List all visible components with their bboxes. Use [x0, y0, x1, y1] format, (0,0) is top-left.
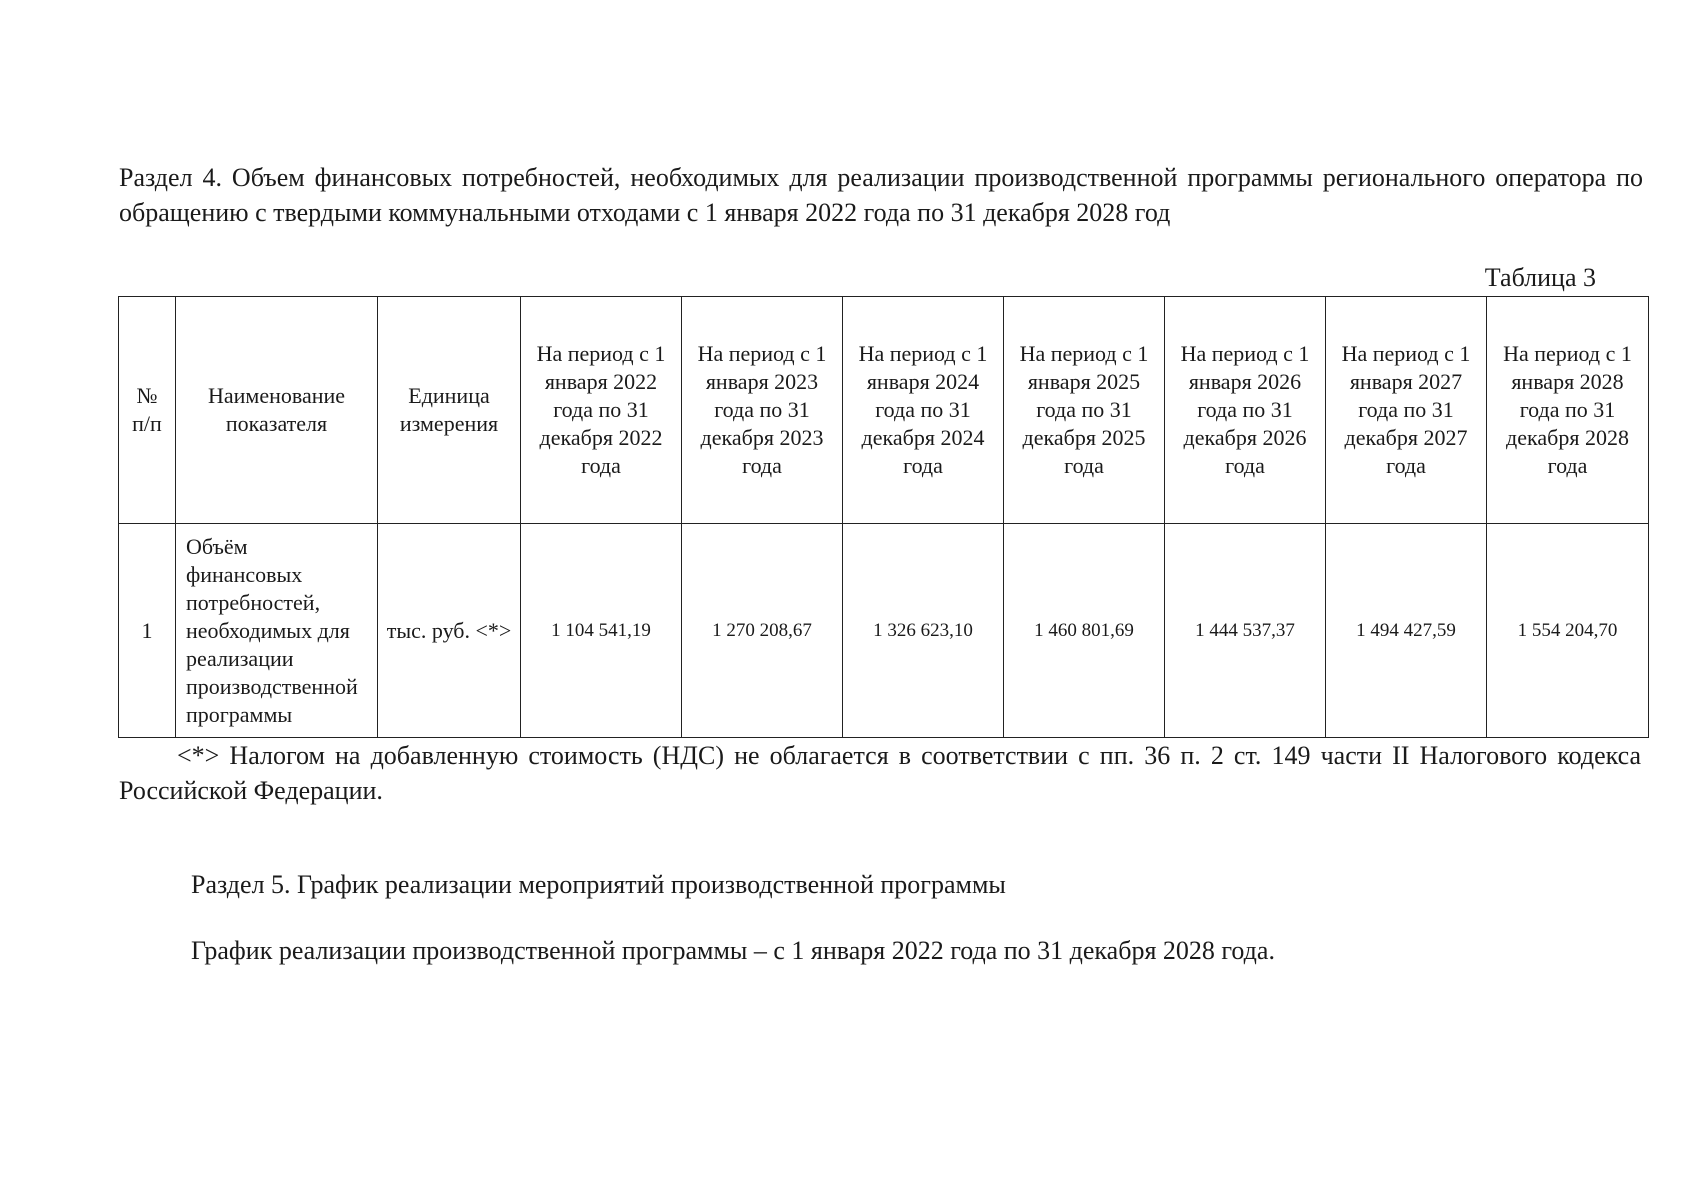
table-caption: Таблица 3: [1484, 263, 1596, 292]
row-num: 1: [119, 524, 176, 738]
vat-footnote: <*> Налогом на добавленную стоимость (НДС) не облагается в соответствии с пп. 36 п. 2 ст. 149 части II Налогового кодекса Российской Федерации.: [119, 741, 1641, 805]
header-name: Наименование показателя: [176, 297, 378, 524]
value-2025: 1 460 801,69: [1004, 524, 1165, 738]
value-2022: 1 104 541,19: [521, 524, 682, 738]
header-period-2024: На период с 1 января 2024 года по 31 декабря 2024 года: [843, 297, 1004, 524]
table-header-row: [119, 297, 1649, 524]
value-2027: 1 494 427,59: [1326, 524, 1487, 738]
row-unit: тыс. руб. <*>: [378, 524, 521, 738]
header-period-2025: На период с 1 января 2025 года по 31 декабря 2025 года: [1004, 297, 1165, 524]
value-2028: 1 554 204,70: [1487, 524, 1649, 738]
value-2023: 1 270 208,67: [682, 524, 843, 738]
financial-needs-table: [118, 296, 1649, 738]
schedule-text: График реализации производственной программы – с 1 января 2022 года по 31 декабря 2028 года.: [191, 936, 1275, 965]
header-num: № п/п: [119, 297, 176, 524]
header-period-2023: На период с 1 января 2023 года по 31 декабря 2023 года: [682, 297, 843, 524]
header-period-2022: На период с 1 января 2022 года по 31 декабря 2022 года: [521, 297, 682, 524]
header-period-2028: На период с 1 января 2028 года по 31 декабря 2028 года: [1487, 297, 1649, 524]
header-unit: Единица измерения: [378, 297, 521, 524]
value-2026: 1 444 537,37: [1165, 524, 1326, 738]
table-row: [119, 524, 1649, 738]
section-5-heading: Раздел 5. График реализации мероприятий производственной программы: [191, 870, 1006, 899]
header-period-2026: На период с 1 января 2026 года по 31 декабря 2026 года: [1165, 297, 1326, 524]
section-4-heading: Раздел 4. Объем финансовых потребностей, необходимых для реализации производственной программы регионального оператора по обращению с твердыми коммунальными отходами с 1 января 2022 года по 31 декабря 2028 год: [119, 163, 1643, 227]
value-2024: 1 326 623,10: [843, 524, 1004, 738]
header-period-2027: На период с 1 января 2027 года по 31 декабря 2027 года: [1326, 297, 1487, 524]
row-name: Объём финансовых потребностей, необходимых для реализации производственной программы: [176, 524, 378, 738]
